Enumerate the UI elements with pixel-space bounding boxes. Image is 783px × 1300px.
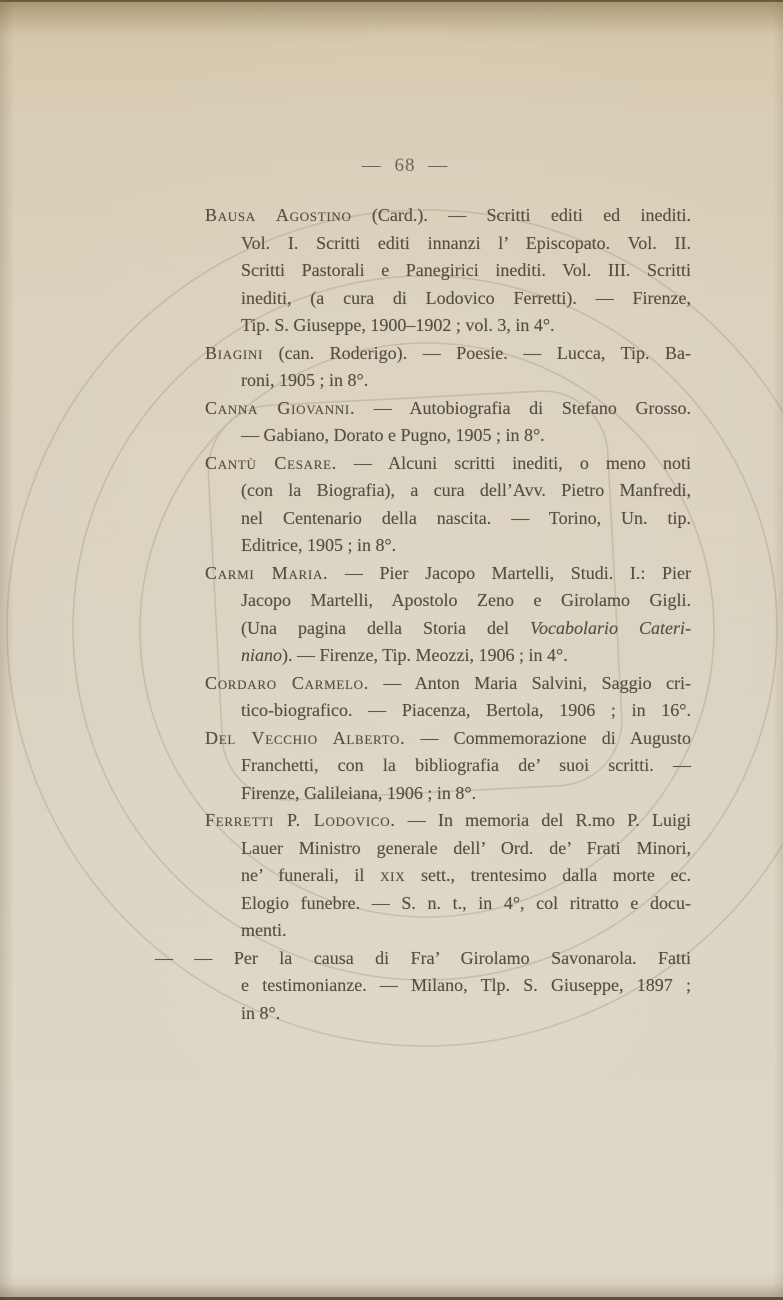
entry-text: — Autobiografia di Stefano Grosso. xyxy=(355,397,691,418)
author-name: Ferretti P. Lodovico. xyxy=(205,810,396,830)
author-name: Bausa Agostino xyxy=(205,205,352,225)
entry-line xyxy=(241,862,691,890)
entry-text: (Una pagina della Storia del xyxy=(241,617,530,638)
entry-line xyxy=(241,505,691,533)
entry-text: sett., trentesimo dalla morte ec. xyxy=(405,865,692,885)
title-italic: Vocabolario Cateri- xyxy=(529,617,691,638)
entry-line xyxy=(205,202,691,230)
entry-text: ne’ funerali, il xyxy=(241,865,381,885)
bibliography-entry xyxy=(205,340,691,395)
entry-text: Scritti Pastorali e Panegirici inediti. Vol. III. Scritti xyxy=(241,260,691,280)
entry-line xyxy=(205,395,691,423)
entry-text: — Pier Jacopo Martelli, Studi. I.: Pier xyxy=(328,562,691,583)
scan-edge-top-shade xyxy=(0,0,783,34)
bibliography-entry xyxy=(205,807,691,945)
bibliography-entry xyxy=(205,725,691,808)
entry-line xyxy=(155,945,691,973)
entry-text: inediti, (a cura di Lodovico Ferretti). — Firenze, xyxy=(241,287,691,308)
entry-line xyxy=(241,422,691,450)
entry-text: nel Centenario della nascita. — Torino, Un. tip. xyxy=(241,507,691,528)
entry-text: Vol. I. Scritti editi innanzi l’ Episcopato. Vol. II. xyxy=(241,232,691,253)
page-number: — 68 — xyxy=(361,155,449,176)
entry-line xyxy=(241,230,691,258)
scan-edge-bottom-shade xyxy=(0,1283,783,1297)
bibliography-entry xyxy=(155,945,691,1028)
entry-text: Franchetti, con la bibliografia de’ suoi scritti. — xyxy=(241,755,691,775)
entry-line xyxy=(241,642,691,670)
entry-text: Lauer Ministro generale dell’ Ord. de’ Frati Minori, xyxy=(241,837,691,858)
entry-text: (can. Roderigo). — Poesie. — Lucca, Tip. Ba- xyxy=(263,342,691,363)
entry-line xyxy=(241,780,691,808)
bibliography-entry xyxy=(205,670,691,725)
author-name: Biagini xyxy=(205,342,264,363)
entry-text: — Gabiano, Dorato e Pugno, 1905 ; in 8°. xyxy=(241,425,545,445)
entry-line xyxy=(241,587,691,615)
entry-text: — Commemorazione di Augusto xyxy=(405,727,691,748)
entry-text: — In memoria del R.mo P. Luigi xyxy=(395,810,691,830)
bibliography-entry xyxy=(205,450,691,560)
entry-line xyxy=(205,807,691,835)
bibliography xyxy=(155,202,692,1027)
entry-text: (Card.). — Scritti editi ed inediti. xyxy=(351,205,691,225)
entry-line xyxy=(205,340,691,368)
entry-line xyxy=(241,477,691,505)
entry-line xyxy=(241,285,691,313)
author-name: Del Vecchio Alberto. xyxy=(205,727,406,748)
entry-line xyxy=(205,560,691,588)
entry-line xyxy=(241,257,691,285)
entry-text: (con la Biografia), a cura dell’Avv. Pietro Manfredi, xyxy=(241,480,691,500)
entry-line xyxy=(241,917,691,945)
author-name: Carmi Maria. xyxy=(205,562,329,583)
entry-text: — Anton Maria Salvini, Saggio cri- xyxy=(368,672,692,693)
entry-text: Elogio funebre. — S. n. t., in 4°, col ritratto e docu- xyxy=(241,892,691,913)
entry-line xyxy=(241,890,691,918)
entry-text: e testimonianze. — Milano, Tlp. S. Giuseppe, 1897 ; xyxy=(241,975,691,995)
entry-line xyxy=(241,972,691,1000)
entry-text: menti. xyxy=(241,920,287,940)
entry-text: — — Per la causa di Fra’ Girolamo Savonarola. Fatti xyxy=(155,947,691,968)
entry-line xyxy=(241,697,691,725)
scan-edge-right-shade xyxy=(773,0,783,1300)
entry-line xyxy=(241,1000,691,1028)
entry-text: Tip. S. Giuseppe, 1900–1902 ; vol. 3, in 4°. xyxy=(241,315,555,335)
entry-text: in 8°. xyxy=(241,1002,281,1023)
entry-text: tico-biografico. — Piacenza, Bertola, 1906 ; in 16°. xyxy=(241,700,691,720)
entry-text: — Alcuni scritti inediti, o meno noti xyxy=(336,452,691,473)
entry-text: ). — Firenze, Tip. Meozzi, 1906 ; in 4°. xyxy=(282,645,568,665)
entry-line xyxy=(205,450,691,478)
bibliography-entry xyxy=(205,202,691,340)
entry-line xyxy=(241,532,691,560)
author-name: xix xyxy=(380,865,406,885)
author-name: Cordaro Carmelo. xyxy=(205,672,369,693)
scan-edge-left-shade xyxy=(0,0,14,1300)
scan-edge-top-line xyxy=(0,0,783,2)
author-name: Canna Giovanni. xyxy=(205,397,356,418)
entry-text: roni, 1905 ; in 8°. xyxy=(241,370,369,390)
entry-line xyxy=(241,615,691,643)
entry-line xyxy=(241,312,691,340)
entry-text: Editrice, 1905 ; in 8°. xyxy=(241,535,397,555)
entry-text: Jacopo Martelli, Apostolo Zeno e Girolamo Gigli. xyxy=(241,590,691,610)
entry-text: Firenze, Galileiana, 1906 ; in 8°. xyxy=(241,782,477,803)
title-italic: niano xyxy=(241,645,283,665)
author-name: Cantù Cesare. xyxy=(205,452,337,473)
entry-line xyxy=(241,367,691,395)
entry-line xyxy=(205,670,691,698)
entry-line xyxy=(241,752,691,780)
entry-line xyxy=(205,725,691,753)
entry-line xyxy=(241,835,691,863)
bibliography-entry xyxy=(205,395,691,450)
bibliography-entry xyxy=(205,560,691,670)
